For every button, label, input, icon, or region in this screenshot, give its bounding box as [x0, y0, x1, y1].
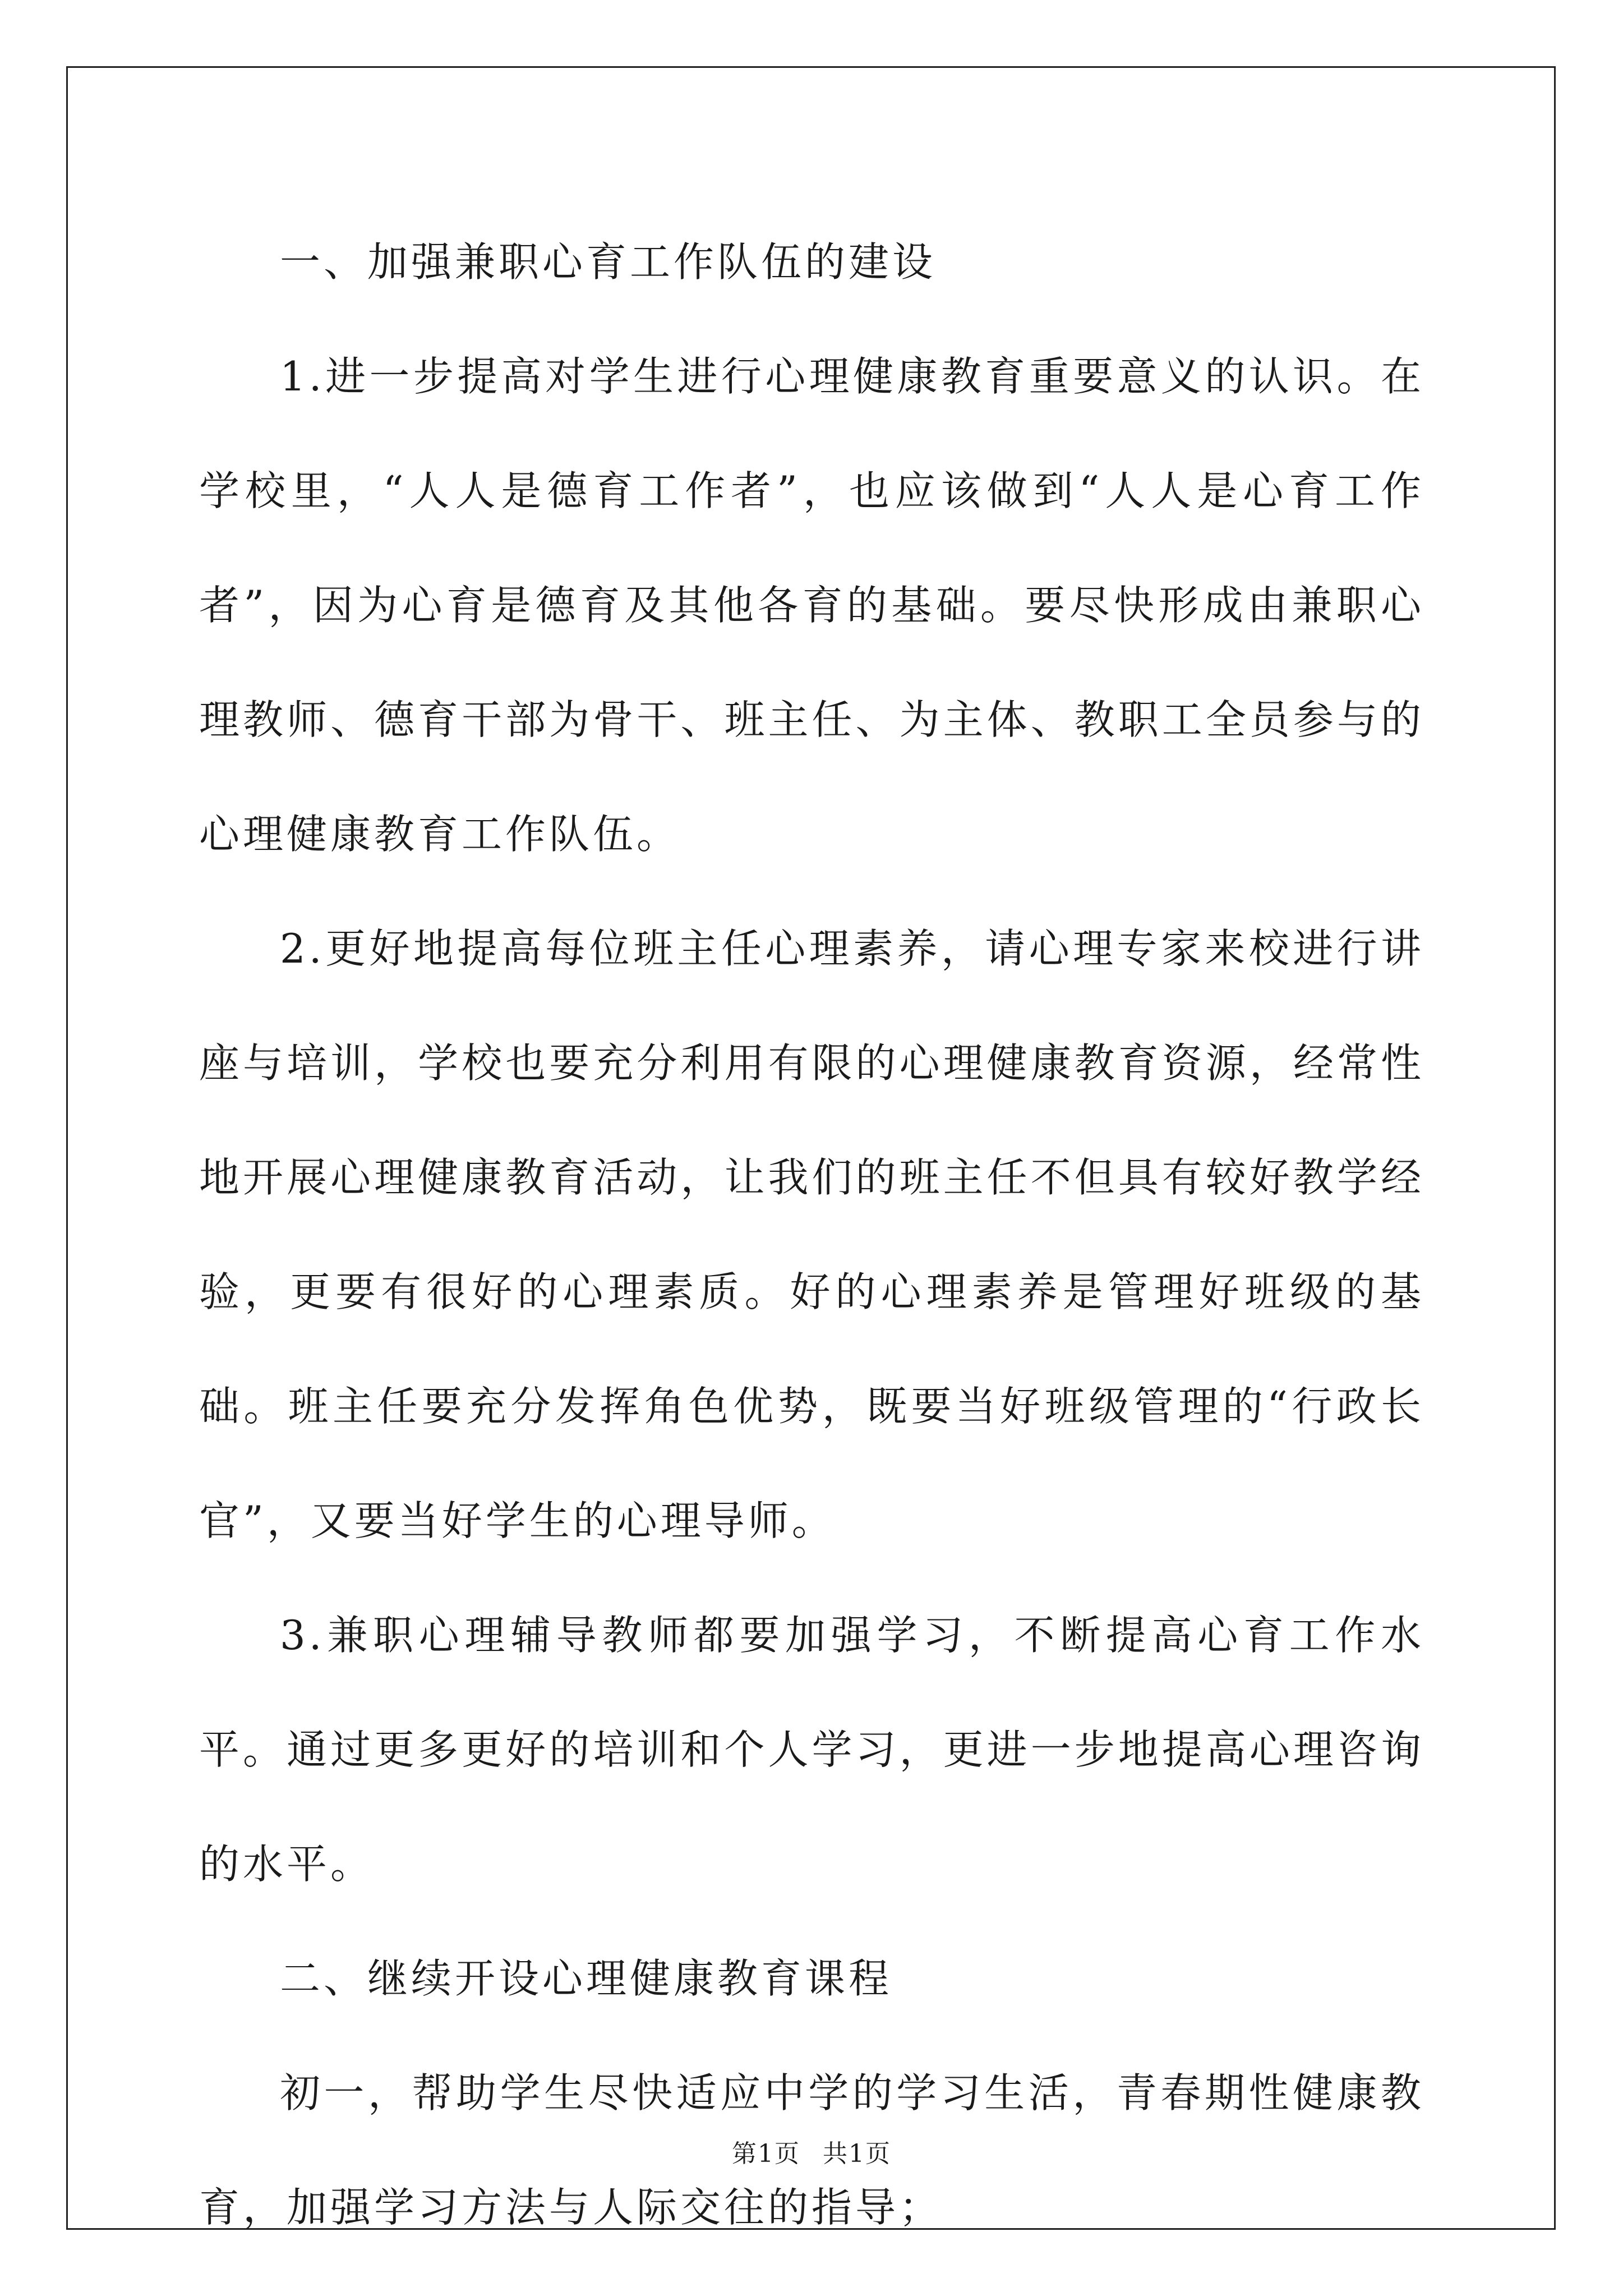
document-body	[199, 205, 1424, 2265]
paragraph-1: 1.进一步提高对学生进行心理健康教育重要意义的认识。在学校里，“人人是德育工作者”，也应该做到“人人是心育工作者”，因为心育是德育及其他各育的基础。要尽快形成由兼职心理教师、德育干部为骨干、班主任、为主体、教职工全员参与的心理健康教育工作队伍。	[199, 353, 1424, 858]
paragraph-2: 2.更好地提高每位班主任心理素养，请心理专家来校进行讲座与培训，学校也要充分利用有限的心理健康教育资源，经常性地开展心理健康教育活动，让我们的班主任不但具有较好教学经验，更要有很好的心理素质。好的心理素养是管理好班级的基础。班主任要充分发挥角色优势，既要当好班级管理的“行政长官”，又要当好学生的心理导师。	[199, 925, 1424, 1544]
page-number: 第1页	[732, 2139, 800, 2168]
section-heading-2: 二、继续开设心理健康教育课程	[280, 1955, 893, 2002]
page-total: 共1页	[823, 2139, 891, 2168]
paragraph-4: 初一，帮助学生尽快适应中学的学习生活，青春期性健康教育，加强学习方法与人际交往的指导；	[199, 2069, 1424, 2231]
section-heading-1: 一、加强兼职心育工作队伍的建设	[280, 238, 937, 286]
page-footer	[0, 2137, 1623, 2171]
paragraph-3: 3.兼职心理辅导教师都要加强学习，不断提高心育工作水平。通过更多更好的培训和个人学习，更进一步地提高心理咨询的水平。	[199, 1612, 1424, 1888]
